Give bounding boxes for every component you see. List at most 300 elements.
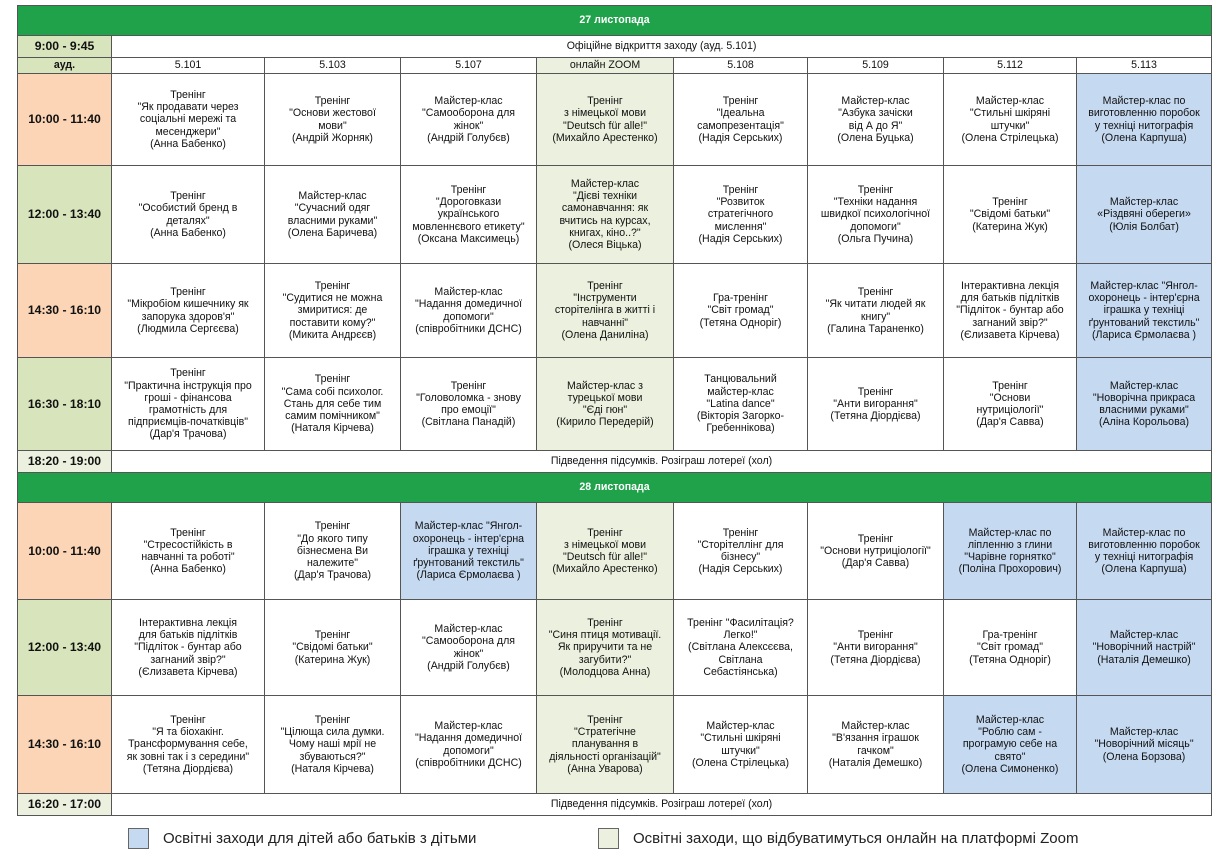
- event-cell: [537, 503, 674, 600]
- event-line: Тренінг "Фасилітація?: [687, 616, 794, 629]
- event-line: для батьків підлітків: [138, 629, 238, 642]
- event-line: "Як читати людей як: [825, 298, 926, 311]
- event-line: книгу": [860, 310, 891, 323]
- event-line: Тренінг: [587, 279, 623, 292]
- event-line: запорука здоров'я": [141, 310, 235, 323]
- slot-time: 14:30 - 16:10: [18, 264, 112, 358]
- event-line: "Самооборона для: [421, 635, 516, 648]
- room-header: 5.112: [944, 58, 1077, 74]
- event-line: Майстер-клас: [1109, 379, 1179, 392]
- event-line: "Синя птиця мотивації.: [548, 629, 662, 642]
- event-line: "Інструменти: [573, 292, 637, 305]
- event-line: "Азбука зачіски: [838, 107, 913, 120]
- event-line: жінок": [453, 647, 484, 660]
- legend-online-swatch: [598, 828, 619, 849]
- event-cell: [944, 696, 1077, 794]
- event-line: "Техніки надання: [833, 196, 918, 209]
- event-line: Майстер-клас: [434, 286, 503, 299]
- event-line: (Тетяна Діордієва): [830, 653, 921, 666]
- event-line: у техніці нитографія: [1094, 119, 1194, 132]
- event-line: Легко!": [723, 629, 758, 642]
- event-line: (Молодцова Анна): [559, 665, 651, 678]
- event-cell: [944, 358, 1077, 451]
- event-line: загубити?": [578, 653, 632, 666]
- event-cell: [112, 74, 265, 166]
- time-slot-row: [18, 503, 1212, 600]
- event-line: Інтерактивна лекція: [961, 279, 1059, 292]
- event-line: (Наталія Демешко): [1097, 653, 1191, 666]
- event-cell: [808, 74, 944, 166]
- event-line: Тренінг: [992, 379, 1028, 392]
- event-line: (Надія Серських): [698, 563, 783, 576]
- event-line: Тренінг: [857, 629, 894, 642]
- event-line: (Тетяна Діордієва): [142, 762, 234, 775]
- event-line: Тренінг: [587, 713, 623, 726]
- event-line: гроші - фінансова: [144, 391, 232, 404]
- event-line: самонавчання: як: [561, 202, 649, 215]
- event-cell: [112, 264, 265, 358]
- event-line: "Цілюща сила думки.: [280, 726, 385, 739]
- event-line: "Сучасний одяг: [294, 202, 371, 215]
- slot-time: 14:30 - 16:10: [18, 696, 112, 794]
- event-line: (Оксана Максимець): [417, 232, 520, 245]
- event-line: Тренінг: [857, 532, 894, 545]
- event-line: "Чарівне горнятко": [964, 551, 1056, 563]
- event-line: гачком": [857, 744, 894, 757]
- event-line: власними руками": [287, 214, 378, 227]
- event-line: як зовні так і з середини": [126, 750, 250, 763]
- event-line: для батьків підлітків: [960, 292, 1060, 305]
- event-line: навчанні": [581, 316, 629, 329]
- event-line: (Лариса Єрмолаєва ): [416, 569, 521, 582]
- event-line: (Олена Баричева): [287, 226, 378, 239]
- time-slot-row: [18, 358, 1212, 451]
- event-line: (Тетяна Одноріг): [699, 316, 782, 329]
- opening-text: Офіційне відкриття заходу (ауд. 5.101): [112, 36, 1212, 58]
- event-cell: [401, 503, 537, 600]
- event-line: швидкої психологічної: [820, 208, 931, 221]
- event-line: Майстер-клас: [841, 720, 910, 733]
- room-header: 5.101: [112, 58, 265, 74]
- event-line: охоронець - інтер'єрна: [1088, 292, 1200, 305]
- event-line: "Підліток - бунтар або: [956, 304, 1064, 317]
- event-line: у техніці нитографія: [1094, 551, 1194, 563]
- event-cell: [674, 264, 808, 358]
- event-line: "Свідомі батьки": [292, 641, 373, 654]
- event-line: "Стресостійкість в: [143, 538, 233, 551]
- event-line: соціальні мережі та: [139, 113, 237, 126]
- event-line: "Головоломка - знову: [416, 391, 521, 404]
- time-slot-row: [18, 166, 1212, 264]
- event-line: належите": [306, 557, 359, 570]
- event-line: (Олена Стрілецька): [691, 756, 790, 769]
- event-line: "Практична інструкція про: [124, 379, 252, 392]
- event-line: "Як продавати через: [137, 101, 239, 114]
- event-line: Тренінг: [857, 183, 894, 196]
- event-line: книгах, кіно..?": [569, 226, 641, 239]
- event-cell: [674, 74, 808, 166]
- event-cell: [674, 166, 808, 264]
- legend-kids: [128, 827, 476, 849]
- event-line: мовленнєвого етикету": [412, 220, 525, 233]
- event-line: ґрунтований текстиль": [1088, 316, 1200, 329]
- event-line: (Олена Карпуша): [1101, 131, 1187, 144]
- event-line: (Анна Уварова): [567, 762, 643, 775]
- event-line: Тренінг: [314, 373, 351, 386]
- event-line: Тренінг: [722, 526, 759, 539]
- event-line: бізнесмена Ви: [296, 544, 369, 557]
- event-line: "Сама собі психолог.: [281, 385, 384, 398]
- event-line: Майстер-клас: [975, 95, 1045, 108]
- event-line: (Галина Тараненко): [827, 322, 924, 335]
- slot-time: 16:30 - 18:10: [18, 358, 112, 451]
- event-line: бізнесу": [720, 551, 761, 563]
- event-line: (Єлизавета Кірчева): [960, 328, 1060, 341]
- event-line: «Різдвяні обереги»: [1097, 208, 1191, 221]
- event-cell: [674, 600, 808, 696]
- event-cell: [944, 74, 1077, 166]
- event-cell: [674, 696, 808, 794]
- slot-time: 12:00 - 13:40: [18, 166, 112, 264]
- event-line: самопрезентація": [697, 119, 784, 132]
- event-line: Майстер-клас: [1109, 726, 1179, 739]
- event-line: "Основи нутриціології": [820, 544, 931, 557]
- event-line: (Тетяна Одноріг): [969, 653, 1051, 666]
- event-line: "Єді гюн": [582, 404, 628, 416]
- aud-label: ауд.: [18, 58, 112, 74]
- event-line: допомоги": [443, 310, 494, 323]
- event-cell: [537, 358, 674, 451]
- event-line: Тренінг: [722, 95, 759, 108]
- room-header: 5.108: [674, 58, 808, 74]
- event-line: Майстер-клас "Янгол-: [1090, 279, 1198, 292]
- event-line: "Сторітеллінг для: [697, 538, 784, 551]
- event-cell: [1077, 600, 1212, 696]
- event-cell: [401, 74, 537, 166]
- room-header: 5.109: [808, 58, 944, 74]
- room-header: 5.113: [1077, 58, 1212, 74]
- event-line: планування в: [571, 738, 639, 751]
- event-cell: [1077, 696, 1212, 794]
- event-line: від А до Я": [848, 119, 903, 132]
- event-line: про емоції": [441, 404, 496, 416]
- event-line: (співробітники ДСНС): [415, 756, 522, 769]
- closing-text: Підведення підсумків. Розіграш лотереї (хол): [112, 451, 1212, 473]
- closing-row: [18, 794, 1212, 816]
- event-line: (Поліна Прохорович): [958, 563, 1062, 576]
- event-line: Тренінг: [450, 183, 487, 196]
- event-line: "Надання домедичної: [414, 298, 523, 311]
- event-line: власними руками": [1099, 404, 1189, 416]
- event-line: Тренінг: [857, 286, 894, 299]
- event-line: (Вікторія Загорко-: [696, 410, 785, 423]
- event-cell: [537, 74, 674, 166]
- event-cell: [401, 696, 537, 794]
- event-line: (Анна Бабенко): [150, 137, 226, 150]
- day-title: 28 листопада: [18, 473, 1212, 503]
- event-line: "Розвиток: [716, 196, 765, 209]
- event-line: нутриціології": [976, 404, 1044, 416]
- event-line: (Світлана Алексєєва,: [688, 641, 793, 654]
- event-cell: [808, 166, 944, 264]
- event-line: охоронець - інтер'єрна: [412, 532, 525, 545]
- event-line: "Мікробіом кишечнику як: [127, 298, 249, 311]
- slot-time: 10:00 - 11:40: [18, 503, 112, 600]
- event-line: мислення": [714, 220, 767, 233]
- event-line: "Deutsch für alle!": [562, 119, 648, 132]
- event-line: Тренінг: [314, 95, 351, 108]
- event-line: Тренінг: [722, 183, 759, 196]
- event-cell: [401, 166, 537, 264]
- event-line: Тренінг: [170, 286, 206, 299]
- event-line: жінок": [453, 119, 484, 132]
- opening-row: [18, 36, 1212, 58]
- event-line: (Катерина Жук): [972, 220, 1048, 233]
- event-line: (Надія Серських): [698, 131, 783, 144]
- event-line: (Катерина Жук): [294, 653, 371, 666]
- event-line: підприємців-початківців": [128, 416, 248, 429]
- event-cell: [112, 696, 265, 794]
- time-slot-row: [18, 74, 1212, 166]
- event-line: (Михайло Арестенко): [552, 563, 658, 576]
- event-line: виготовленню поробок: [1088, 538, 1200, 551]
- event-cell: [537, 166, 674, 264]
- event-line: збуваються?": [299, 750, 366, 763]
- event-line: (співробітники ДСНС): [415, 322, 522, 335]
- event-line: сторітелінга в житті і: [554, 304, 656, 317]
- event-line: ліпленню з глини: [967, 538, 1053, 551]
- event-line: Майстер-клас по: [1102, 95, 1186, 108]
- closing-text: Підведення підсумків. Розіграш лотереї (хол): [112, 794, 1212, 816]
- event-line: Майстер-клас: [434, 623, 503, 636]
- event-line: Тренінг: [587, 95, 623, 108]
- day-title: 27 листопада: [18, 6, 1212, 36]
- event-line: "Світ громад": [707, 304, 774, 317]
- event-line: "В'язання іграшок: [832, 732, 919, 745]
- room-header: онлайн ZOOM: [537, 58, 674, 74]
- slot-time: 12:00 - 13:40: [18, 600, 112, 696]
- room-header: 5.103: [265, 58, 401, 74]
- event-cell: [537, 696, 674, 794]
- event-line: "Самооборона для: [421, 107, 516, 120]
- day-header: [18, 473, 1212, 503]
- event-cell: [112, 358, 265, 451]
- event-line: Майстер-клас з: [566, 379, 644, 392]
- event-cell: [674, 358, 808, 451]
- event-cell: [112, 600, 265, 696]
- event-cell: [808, 358, 944, 451]
- event-cell: [265, 696, 401, 794]
- event-line: (Олена Стрілецька): [961, 131, 1059, 144]
- event-line: Тренінг: [587, 616, 623, 629]
- event-line: (Андрій Жорняк): [292, 131, 373, 144]
- event-line: (Аліна Корольова): [1099, 416, 1189, 429]
- day-header: [18, 6, 1212, 36]
- event-line: (Андрій Голубєв): [427, 131, 510, 144]
- event-line: "Анти вигорання": [833, 641, 918, 654]
- opening-time: 9:00 - 9:45: [18, 36, 112, 58]
- event-line: "Deutsch für alle!": [562, 551, 648, 563]
- closing-row: [18, 451, 1212, 473]
- event-line: українського: [437, 208, 500, 221]
- event-line: (Анна Бабенко): [150, 226, 226, 239]
- event-cell: [944, 503, 1077, 600]
- event-line: "Новорічний настрій": [1092, 641, 1196, 654]
- event-line: "Анти вигорання": [833, 397, 918, 410]
- room-header: 5.107: [401, 58, 537, 74]
- event-line: (Юлія Болбат): [1109, 220, 1179, 233]
- event-line: (Олеся Віцька): [568, 238, 642, 251]
- event-cell: [265, 358, 401, 451]
- event-line: іграшка у техніці: [428, 544, 509, 557]
- event-line: (Ольга Пучина): [837, 232, 914, 245]
- event-line: "Підліток - бунтар або: [134, 641, 242, 654]
- event-line: Майстер-клас: [841, 95, 910, 108]
- event-cell: [401, 358, 537, 451]
- event-line: "Дієві техніки: [572, 190, 638, 203]
- event-line: Тренінг: [587, 526, 623, 539]
- event-line: (Світлана Панадій): [421, 416, 516, 429]
- event-line: Тренінг: [857, 385, 894, 398]
- event-cell: [265, 166, 401, 264]
- event-cell: [808, 600, 944, 696]
- event-cell: [265, 600, 401, 696]
- event-line: Тренінг: [170, 367, 206, 380]
- legend-kids-swatch: [128, 828, 149, 849]
- event-line: Майстер-клас: [975, 713, 1045, 726]
- event-line: Стань для себе тим: [283, 397, 382, 410]
- event-line: самим помічником": [285, 410, 380, 423]
- event-cell: [537, 600, 674, 696]
- time-slot-row: [18, 696, 1212, 794]
- event-cell: [944, 264, 1077, 358]
- event-line: Тренінг: [992, 196, 1028, 209]
- event-line: (Дар'я Савва): [841, 557, 910, 570]
- event-line: вчитись на курсах,: [559, 214, 651, 227]
- legend-kids-label: Освітні заходи для дітей або батьків з дітьми: [163, 829, 477, 847]
- event-line: (Олена Симоненко): [961, 762, 1059, 775]
- event-line: "Стильні шкіряні: [969, 107, 1051, 120]
- event-cell: [944, 600, 1077, 696]
- event-line: Як приручити та не: [557, 641, 653, 654]
- event-line: Тренінг: [314, 629, 351, 642]
- event-line: загнаний звір?": [972, 316, 1048, 329]
- event-line: (Наталя Кірчева): [291, 422, 374, 435]
- event-line: (Олена Карпуша): [1101, 563, 1187, 576]
- event-line: Гра-тренінг: [712, 292, 768, 305]
- event-cell: [265, 74, 401, 166]
- event-line: (Олена Буцька): [837, 131, 914, 144]
- event-line: штучки": [721, 744, 760, 757]
- event-cell: [265, 264, 401, 358]
- event-line: (Олена Даниліна): [561, 328, 649, 341]
- event-line: Тренінг: [314, 520, 351, 533]
- event-line: Трансформування себе,: [128, 738, 248, 751]
- event-line: мови": [318, 119, 347, 132]
- event-cell: [401, 600, 537, 696]
- event-cell: [1077, 503, 1212, 600]
- event-line: Танцювальний: [704, 373, 777, 386]
- event-line: (Тетяна Діордієва): [830, 410, 921, 423]
- event-line: Себастіянська): [703, 665, 778, 678]
- event-cell: [674, 503, 808, 600]
- event-line: Майстер-клас: [1109, 196, 1179, 209]
- event-cell: [1077, 74, 1212, 166]
- event-line: "Latina dance": [706, 397, 775, 410]
- closing-time: 18:20 - 19:00: [18, 451, 112, 473]
- event-line: "Основи жестової: [289, 107, 376, 120]
- event-line: "Основи: [989, 391, 1031, 404]
- event-line: Майстер-клас: [706, 720, 775, 733]
- event-line: (Кирило Передерій): [556, 416, 654, 429]
- event-line: "Роблю сам -: [978, 726, 1042, 739]
- event-line: (Людмила Сергєєва): [137, 322, 239, 335]
- event-line: Майстер-клас по: [1102, 526, 1186, 539]
- event-line: "Судитися не можна: [282, 292, 383, 305]
- event-line: Гребеннікова): [706, 422, 775, 435]
- event-line: "До якого типу: [297, 532, 368, 545]
- event-line: навчанні та роботі": [141, 551, 235, 563]
- event-cell: [1077, 358, 1212, 451]
- schedule-table: [17, 5, 1212, 816]
- event-line: "Я та біохакінг.: [152, 726, 224, 739]
- slot-time: 10:00 - 11:40: [18, 74, 112, 166]
- event-line: Тренінг: [170, 88, 206, 101]
- event-cell: [265, 503, 401, 600]
- event-line: штучки": [990, 119, 1030, 132]
- event-line: "Свідомі батьки": [969, 208, 1051, 221]
- event-line: іграшка у техніці: [1103, 304, 1185, 317]
- legend-online-label: Освітні заходи, що відбуватимуться онлайн на платформі Zoom: [633, 829, 1079, 847]
- time-slot-row: [18, 600, 1212, 696]
- event-line: свято": [994, 750, 1026, 763]
- event-line: Тренінг: [314, 279, 351, 292]
- event-line: Майстер-клас: [434, 95, 503, 108]
- event-line: Чому наші мрії не: [288, 738, 377, 751]
- event-line: "Ідеальна: [716, 107, 765, 120]
- event-cell: [112, 503, 265, 600]
- event-line: (Дар'я Савва): [976, 416, 1044, 429]
- event-line: "Світ громад": [977, 641, 1043, 654]
- event-line: з німецької мови: [563, 538, 647, 551]
- event-line: стратегічного: [707, 208, 774, 221]
- event-line: (Михайло Арестенко): [552, 131, 658, 144]
- event-line: програмую себе на: [962, 738, 1058, 751]
- legend-online: [598, 827, 1078, 849]
- event-line: "Стратегічне: [574, 726, 636, 739]
- event-line: "Особистий бренд в: [138, 202, 238, 215]
- event-line: майстер-клас: [707, 385, 774, 398]
- event-line: (Лариса Єрмолаєва ): [1091, 328, 1197, 341]
- event-line: деталях": [166, 214, 210, 227]
- event-line: Світлана: [718, 653, 763, 666]
- event-line: діяльності організацій": [549, 750, 661, 763]
- event-line: Майстер-клас по: [968, 526, 1052, 539]
- rooms-header-row: [18, 58, 1212, 74]
- event-line: Гра-тренінг: [982, 629, 1038, 642]
- event-line: (Єлизавета Кірчева): [138, 665, 238, 678]
- event-line: "Новорічний місяць": [1094, 738, 1194, 751]
- event-line: "Надання домедичної: [414, 732, 523, 745]
- event-cell: [808, 264, 944, 358]
- event-line: грамотність для: [148, 404, 228, 416]
- event-line: Тренінг: [170, 713, 206, 726]
- event-line: поставити кому?": [289, 316, 376, 329]
- event-line: (Андрій Голубєв): [427, 659, 510, 672]
- event-line: "Стильні шкіряні: [700, 732, 781, 745]
- event-line: Майстер-клас: [570, 177, 640, 190]
- event-line: Майстер-клас: [1109, 629, 1179, 642]
